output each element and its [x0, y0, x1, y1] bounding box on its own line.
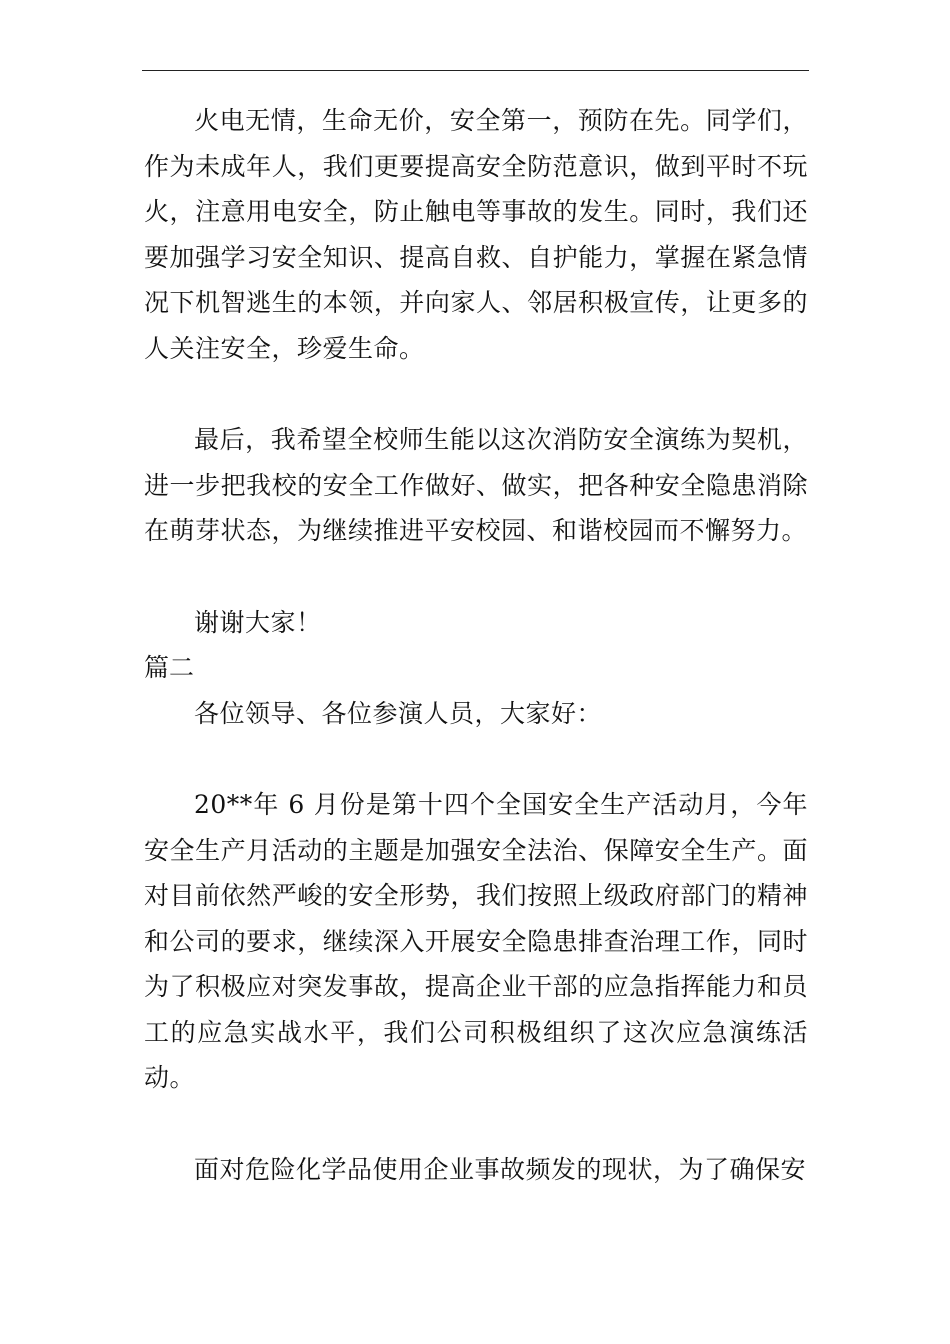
section-heading: 篇二 [144, 653, 195, 682]
header-rule [142, 70, 809, 71]
paragraph-closing-hope: 最后，我希望全校师生能以这次消防安全演练为契机，进一步把我校的安全工作做好、做实，把各种安全隐患消除在萌芽状态，为继续推进平安校园、和谐校园而不懈努力。 [144, 425, 808, 545]
paragraph-chemical-safety: 面对危险化学品使用企业事故频发的现状，为了确保安 [194, 1154, 807, 1184]
paragraph-fire-safety: 火电无情，生命无价，安全第一，预防在先。同学们，作为未成年人，我们更要提高安全防范意识，做到平时不玩火，注意用电安全，防止触电等事故的发生。同时，我们还要加强学习安全知识、提高自救、自护能力，掌握在紧急情况下机智逃生的本领，并向家人、邻居积极宣传，让更多的人关注安全，珍爱生命。 [144, 106, 808, 363]
paragraph-safety-month: 20**年 6 月份是第十四个全国安全生产活动月，今年安全生产月活动的主题是加强安全法治、保障安全生产。面对目前依然严峻的安全形势，我们按照上级政府部门的精神和公司的要求，继续深入开展安全隐患排查治理工作，同时为了积极应对突发事故，提高企业干部的应急指挥能力和员工的应急实战水平，我们公司积极组织了这次应急演练活动。 [144, 790, 808, 1092]
paragraph-thanks: 谢谢大家！ [194, 607, 322, 637]
document-body [144, 98, 808, 1192]
paragraph-greeting: 各位领导、各位参演人员，大家好： [194, 698, 603, 728]
